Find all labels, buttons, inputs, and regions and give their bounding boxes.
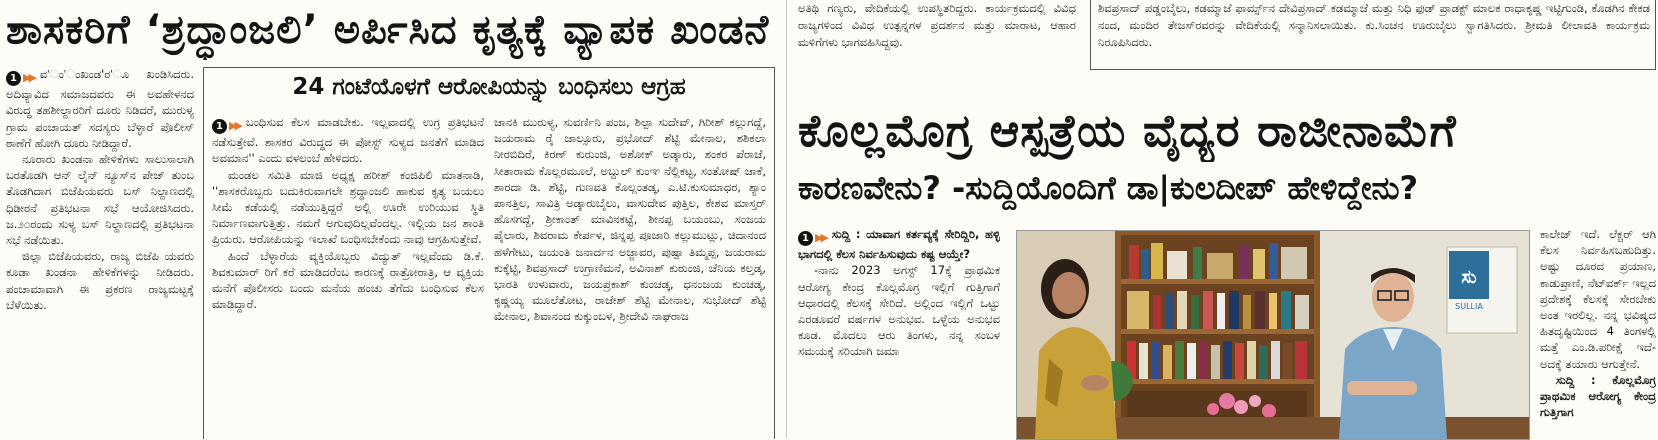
double-arrow-icon: ▶▶	[23, 71, 34, 84]
box-col1-text: 1 ▶▶ ಬಂಧಿಸುವ ಕೆಲಸ ಮಾಡಬೇಕು. ಇಲ್ಲವಾದಲ್ಲಿ ಉಗ್ರ ಪ್ರತಿಭಟನೆ ನಡೆಸುತ್ತೇವೆ. ಶಾಸಕರ ವಿರುದ್ಧದ ಈ ಪೋಸ್ಟ್ ಸುಳ್ಯದ ಜನತೆಗೆ ಮಾಡಿದ ಅವಮಾನ'' ಎಂದು ವಳಲಂಬೆ ಹೇಳಿದರು. ಮಂಡಲ ಸಮಿತಿ ಮಾಜಿ ಅಧ್ಯಕ್ಷ ಹರೀಶ್ ಕಂಜಿಪಿಲಿ ಮಾತನಾಡಿ, ''ಶಾಸಕರೊಬ್ಬರು ಬದುಕಿರುವಾಗಲೇ ಶ್ರದ್ಧಾಂಜಲಿ ಹಾಕುವ ಕೃತ್ಯ ಬಯಲು ಸೀಮೆ ಕಡೆಯಲ್ಲಿ ನಡೆಯುತ್ತಿದ್ದರೆ ಅಲ್ಲಿ ಊರೇ ಉರಿಯುವ ಸ್ಥಿತಿ ನಿರ್ಮಾಣವಾಗುತ್ತಿತ್ತು. ನಮಗೆ ಅಗುವುದಿಲ್ಲವೆಂದಲ್ಲ. ಇಲ್ಲಿಯ ಜನ ಶಾಂತಿ ಪ್ರಿಯರು. ಆರೋಪಿಯನ್ನು ಇಲಾಖೆ ಬಂಧಿಸಬೇಕೆಂದು ನಾವು ಆಗ್ರಹಿಸುತ್ತೇವೆ. ಹಿಂದೆ ಬೆಳ್ಳಾರೆಯ ವ್ಯಕ್ತಿಯೊಬ್ಬರು ವಿದ್ಯುತ್ ಇಲ್ಲವೆಂದು ಡಿ.ಕೆ. ಶಿವಕುಮಾರ್ ರಿಗೆ ಕರೆ ಮಾಡಿದರೆಂಬ ಕಾರಣಕ್ಕೆ ರಾತ್ರೋರಾತ್ರಿ, ಆ ವ್ಯಕ್ತಿಯ ಮನೆಗೆ ಪೊಲೀಸರು ಬಂದು ಮನೆಯ ಹಂಚು ತೆಗೆದು ಬಂಧಿಸುವ ಕೆಲಸ ಮಾಡಿದ್ದಾರೆ.	[212, 115, 484, 312]
right-headline: ಕೊಲ್ಲಮೊಗ್ರ ಆಸ್ಪತ್ರೆಯ ವೈದ್ಯರ ರಾಜೀನಾಮೆಗೆ	[798, 104, 1457, 157]
svg-text:ಸು: ಸು	[1461, 267, 1477, 288]
interview-photo-graphic	[1017, 231, 1529, 439]
left-col1-text: 1 ▶▶ ವ'ಂ'ಂಖಂಡ'ರ'ೂ ಖಂಡಿಸಿದರು. ಅದಿವ್ಯಾವಿದ ಸಮಾಜದವರು ಈ ಅವಹೇಳನದ ವಿರುದ್ಧ ತಹಶೀಲ್ದಾರರಿಗೆ ದೂರು ನಿಡಿದರೆ, ಮುರುಳ್ಯ ಗ್ರಾಮ ಪಂಚಾಯತ್ ಸದಸ್ಯರು ಬೆಳ್ಳಾರೆ ಪೊಲೀಸ್ ಠಾಣೆಗೆ ಹೋಗಿ ದೂರು ನೀಡಿದ್ದಾರೆ. ನೂರಾರು ಖಂಡನಾ ಹೇಳಿಕೆಗಳು ಸಾಲುಸಾಲಾಗಿ ಬರತೊಡಗಿ ಆನ್ ಲೈನ್ ನ್ಯೂಸ್‌ನ ಪೇಜ್ ತುಂಬ ತೊಡಗಿದಾಗ ಬಿಜೆಪಿಯವರು ಬಸ್ ನಿಲ್ದಾಣದಲ್ಲಿ ಧಿಡೀರನೆ ಪ್ರತಿಭಟನಾ ಸಭೆ ಆಯೋಜಿಸಿದರು. ಜ.೨೦ರಂದು ಸುಳ್ಯ ಬಸ್ ನಿಲ್ದಾಣದಲ್ಲಿ ಪ್ರತಿಭಟನಾ ಸಭೆ ನಡೆಯಿತು. ಜಿಲ್ಲಾ ಬಿಜೆಪಿಯವರು, ರಾಜ್ಯ ಬಿಜೆಪಿ ಯವರು ಕೂಡಾ ಖಂಡನಾ ಹೇಳಿಕೆಗಳನ್ನು ನೀಡಿದರು. ಪಂಚಾಮಾವಾಗಿ ಈ ಪ್ರಕರಣ ರಾಜ್ಯಮಟ್ಟಕ್ಕೆ ಬೆಳೆಯಿತು.	[6, 67, 194, 312]
left-headline: ಶಾಸಕರಿಗೆ ‘ಶ್ರದ್ಧಾಂಜಲಿ’ ಅರ್ಪಿಸಿದ ಕೃತ್ಯಕ್ಕೆ ವ್ಯಾಪಕ ಖಂಡನೆ	[6, 7, 770, 53]
svg-text:SULLIA: SULLIA	[1455, 302, 1483, 311]
interview-photo	[1016, 230, 1530, 440]
page-gutter	[786, 0, 787, 438]
box-col2-text: ಜಾನಕಿ ಮುರುಳ್ಯ, ಸುವರ್ಣಿನಿ ಪಂಜ, ಶಿಲ್ಪಾ ಸುದೇವ್, ಗಿರೀಶ್ ಕಲ್ಲುಗದ್ದೆ, ಜಯರಾಮ ರೈ ಜಾಲ್ಸೂರು, ಪ್ರಭೋದ್ ಶೆಟ್ಟಿ ಮೇನಾಲ, ಶಶಿಕಲಾ ನೀರಬಿದಿರೆ, ಕಿರಣ್ ಕುರುಂಜಿ, ಅಶೋಕ್ ಅಡ್ಕಾರು, ಶಂಕರ ಪೆರಾಜೆ, ಸೀತಾರಾಮ ಕೊಲ್ಲರಮೂಲೆ, ಅಬ್ದುಲ್ ಕುಂಞ ನೆಲ್ಲಿಕಟ್ಟ, ಸಂತೋಷ್ ಜಾಕೆ, ಶಾರದಾ ಡಿ. ಶೆಟ್ಟಿ, ಗುಣವತಿ ಕೊಲ್ಲಂತಡ್ಕ, ಎ.ಟಿ.ಕುಸುಮಾಧರ, ಶ್ಯಾಂ ಪಾನತ್ತಿಲ, ಸಾವಿತ್ರಿ ಅಡ್ಕಾರುಬೈಲು, ವಾಸುದೇವ ಪುತ್ತಿಲ, ಕೇಶವ ಮಾಸ್ತರ್ ಹೊಸಗದ್ದೆ, ಶ್ರೀಕಾಂತ್ ಮಾವಿನಕಟ್ಟೆ, ಶೀನಪ್ಪ ಬಯಂಬು, ಸಂಜಯ ಪೈಲಾರು, ಶಿವರಾಮ ಕೇರ್ಪಳ, ಜಿನ್ನಪ್ಪ ಪೂಜಾರಿ ಕಲ್ಲುಮುಟ್ಲು, ಚಿದಾನಂದ ಹಳೆಗೇಟು, ಜಯಂತಿ ಜನಾರ್ದನ ಅಜ್ಜಾವರ, ಪುಷ್ಪಾ ತಿಮ್ಮಪ್ಪ, ಜಯರಾಮ ಕುಕ್ಕೆಟ್ಟಿ, ಶಿವಪ್ರಸಾದ್ ಉಗ್ರಾಣಿಮನೆ, ಅವಿನಾಶ್ ಕುರುಂಜಿ, ಚೆನಿಯ ಕಲ್ತಡ್ಕ, ಭಾರತಿ ಉಳುವಾರು, ಜಯಪ್ರಕಾಶ್ ಕುಂಚಡ್ಕ, ಧನಂಜಯ ಕುಂಚಡ್ಕ, ಕೃಷ್ಣಯ್ಯ ಮೂಲೆತೋಟ, ರಾಜೇಶ್ ಶೆಟ್ಟಿ ಮೇನಾಲ, ಸುಭೋದ್ ಶೆಟ್ಟಿ ಮೇನಾಲ, ಶಿವಾನಂದ ಕುಕ್ಕುಂಬಳ, ಶ್ರೀದೇವಿ ನಾಘರಾಜ	[494, 115, 766, 324]
dropcap-badge: 1 ▶▶	[212, 117, 246, 134]
box-title: 24 ಗಂಟೆಯೊಳಗೆ ಆರೋಪಿಯನ್ನು ಬಂಧಿಸಲು ಆಗ್ರಹ	[292, 74, 686, 100]
double-arrow-icon: ▶▶	[229, 119, 240, 132]
dropcap-badge: 1 ▶▶	[798, 229, 832, 246]
double-arrow-icon: ▶▶	[815, 231, 826, 244]
right-col3-text: ಕಾಲೇಜ್ ಇದೆ. ಲೆಕ್ಚರ್ ಆಗಿ ಕೆಲಸ ನಿರ್ವಹಿಸಬಹುದಿತ್ತು. ಅಷ್ಟು ದೂರದ ಪ್ರಯಾಣ, ಕಾಡುಪ್ರಾಣಿ, ನೆಟ್‌ವರ್ಕ್ ಇಲ್ಲದ ಪ್ರದೇಶಕ್ಕೆ ಕೆಲಸಕ್ಕೆ ಸೇರಬೇಕು ಅಂತ ಇರಲಿಲ್ಲ. ನನ್ನ ಭವಿಷ್ಯದ ಹಿತದೃಷ್ಟಿಯಿಂದ 4 ತಿಂಗಳಲ್ಲಿ ಮತ್ತೆ ಎಂ.ಡಿ.ಪರೀಕ್ಷೆ ಇದೆ-ಅದಕ್ಕೆ ತಯಾರು ಆಗುತ್ತೇನೆ. ಸುದ್ದಿ : ಕೊಲ್ಲಮೊಗ್ರ ಪ್ರಾಥಮಿಕ ಆರೋಗ್ಯ ಕೇಂದ್ರ ಗುತ್ತಿಗಾಗ	[1540, 227, 1656, 420]
right-top-left-text: ಅತಿಥಿ ಗಣ್ಯರು, ವೇದಿಕೆಯಲ್ಲಿ ಉಪಸ್ಥಿತರಿದ್ದರು. ಕಾರ್ಯಕ್ರಮದಲ್ಲಿ ವಿವಿಧ ರಾಜ್ಯಗಳಿಂದ ವಿವಿಧ ಉತ್ಪನ್ನಗಳ ಪ್ರದರ್ಶನ ಮತ್ತು ಮಾರಾಟ, ಆಹಾರ ಮಳಿಗೆಗಳು ಭಾಗವಹಿಸಿದ್ದವು.	[798, 1, 1076, 49]
dropcap-badge: 1 ▶▶	[6, 69, 40, 86]
right-col1-text: 1 ▶▶ ಸುದ್ದಿ : ಯಾವಾಗ ಕರ್ತವ್ಯಕ್ಕೆ ಸೇರಿದ್ದಿರಿ, ಹಳ್ಳಿ ಭಾಗದಲ್ಲಿ ಕೆಲಸ ನಿರ್ವಹಿಸುವುದು ಕಷ್ಟ ಆಯ್ತೇ? -ನಾನು 2023 ಅಗಸ್ಟ್ 17ಕ್ಕೆ ಪ್ರಾಥಮಿಕ ಆರೋಗ್ಯ ಕೇಂದ್ರ ಕೊಲ್ಲಮೊಗ್ರ ಇಲ್ಲಿಗೆ ಗುತ್ತಿಗಾಗೆ ಆಧಾರದಲ್ಲಿ ಕೆಲಸಕ್ಕೆ ಸೇರಿದೆ. ಅಲ್ಲಿಂದ ಇಲ್ಲಿಗೆ ಒಟ್ಟು ಎರಡೂವರೆ ವರ್ಷಗಳ ಅನುಭವ. ಒಳ್ಳೆಯ ಅನುಭವ ಕೂಡ. ಮೊದಲು ಆರು ತಿಂಗಳು, ನನ್ನ ಸಂಬಳ ಸಮಯಕ್ಕೆ ಸರಿಯಾಗಿ ಜಮಾ	[798, 227, 1000, 359]
right-subheadline: ಕಾರಣವೇನು? -ಸುದ್ದಿಯೊಂದಿಗೆ ಡಾ|ಕುಲದೀಪ್ ಹೇಳಿದ್ದೇನು?	[798, 169, 1419, 207]
right-top-right-text: ಶಿವಪ್ರಸಾದ್ ಪಡ್ಡಂಬೈಲು, ಕಡಮ್ಮಾಜೆ ಫಾರ್ಮ್ಸ್‌ನ ದೇವಿಪ್ರಸಾದ್ ಕಡಮ್ಮಾಜೆ ಮತ್ತು ನಿಧಿ ಫುಡ್ ಪ್ರಾಡಕ್ಟ್ ಮಾಲಕ ರಾಧಾಕೃಷ್ಣ ಇಟ್ಟಿಗುಂಡಿ, ಕೊಡಗಿನ ಕೇಕಡ ನಂದ, ಮಂದಿರ ತೇಜಸ್‌ರವರನ್ನು ವೇದಿಕೆಯಲ್ಲಿ ಸನ್ಮಾನಿಸಲಾಯಿತು. ಕು.ಸಿಂಚನ ಊರುಬೈಲು ಸ್ವಾಗತಿಸಿದರು. ಶ್ರೀಮತಿ ಲೀಲಾವತಿ ಕಾರ್ಯಕ್ರಮ ನಿರೂಪಿಸಿದರು.	[1098, 1, 1650, 49]
